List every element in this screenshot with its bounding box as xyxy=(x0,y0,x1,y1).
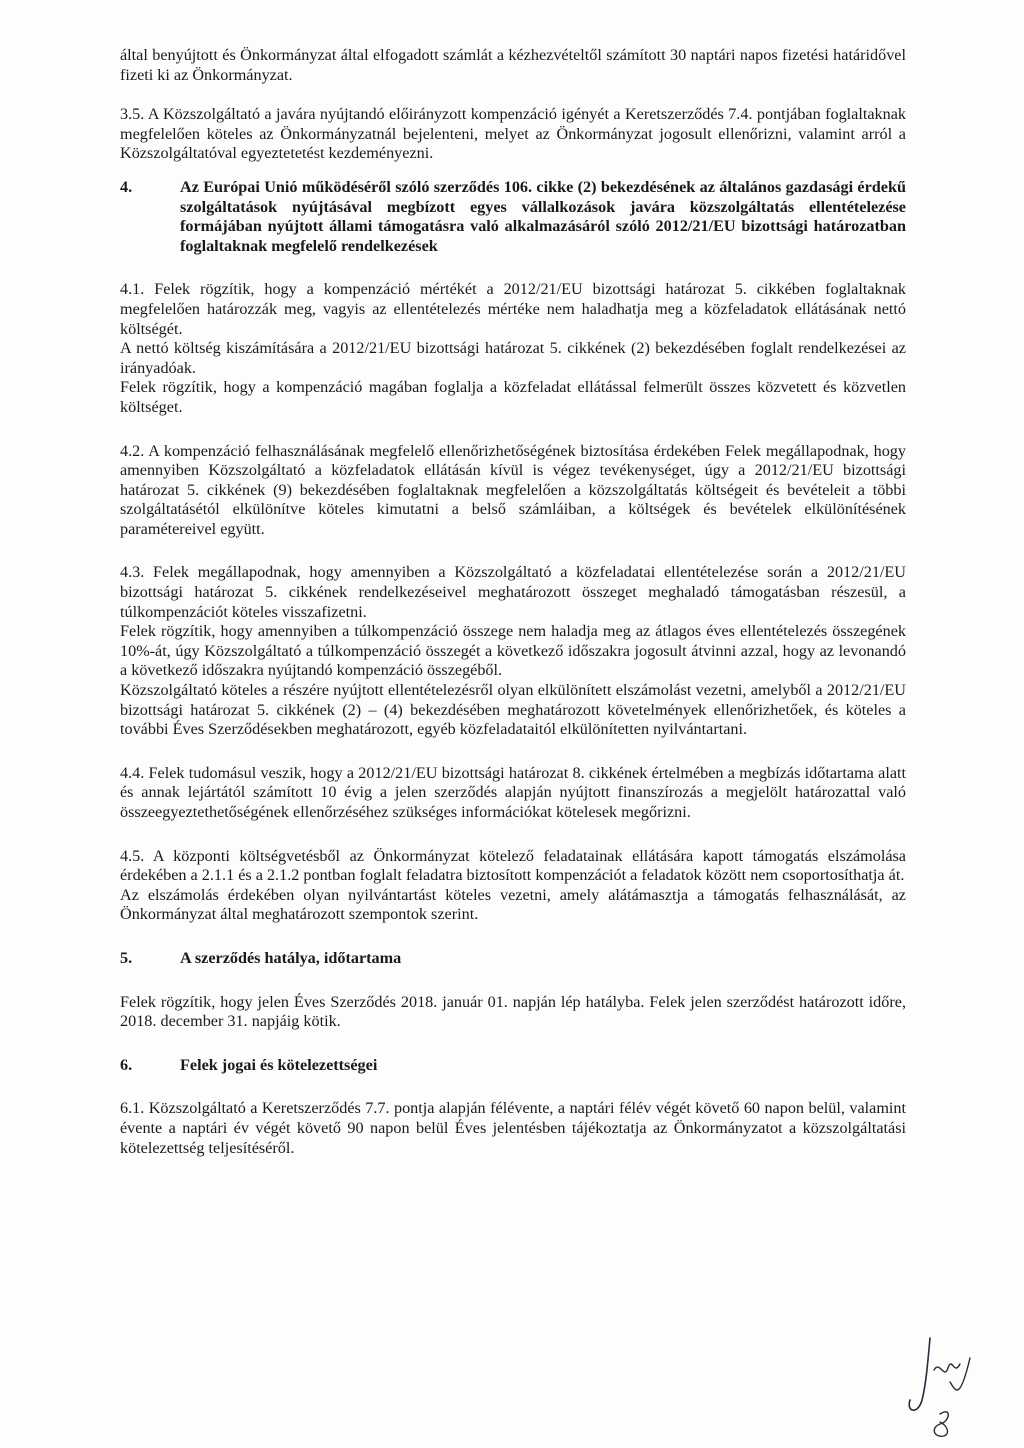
section-6-number: 6. xyxy=(120,1055,133,1074)
section-5-heading xyxy=(120,949,906,969)
paragraph-4-1-a: 4.1. Felek rögzítik, hogy a kompenzáció mértékét a 2012/21/EU bizottsági határozat 5. cikkében foglaltaknak megfelelően határozzák meg, vagyis az ellentételezés mértéke nem haladhatja meg a közfeladatok ellátásának nettó költségét. xyxy=(120,280,906,338)
paragraph-4-5-b: Az elszámolás érdekében olyan nyilvántartást köteles vezetni, amely alátámasztja a támogatás felhasználását, az Önkormányzat által meghatározott szempontok szerint. xyxy=(120,885,906,924)
paragraph-4-1-c: Felek rögzítik, hogy a kompenzáció magában foglalja a közfeladat ellátással felmerült összes közvetett és közvetlen költséget. xyxy=(120,378,906,416)
section-6-title: Felek jogai és kötelezettségei xyxy=(180,1055,378,1074)
section-4-heading xyxy=(120,178,906,256)
paragraph-5: Felek rögzítik, hogy jelen Éves Szerződés 2018. január 01. napján lép hatályba. Felek jelen szerződést határozott időre, 2018. december 31. napjáig kötik. xyxy=(120,992,906,1031)
document-body xyxy=(120,46,906,1158)
paragraph-4-5-a: 4.5. A központi költségvetésből az Önkormányzat kötelező feladatainak ellátására kapott támogatás elszámolása érdekében a 2.1.1 és a 2.1.2 pontban foglalt feladatra biztosított kompenzációt a feladatok között nem csoportosíthatja át. xyxy=(120,846,906,885)
section-4-number: 4. xyxy=(120,177,133,196)
section-5-title: A szerződés hatálya, időtartama xyxy=(180,948,402,967)
paragraph-4-3-c: Közszolgáltató köteles a részére nyújtott ellentételezésről olyan elkülönített elszámolást vezetni, amelyből a 2012/21/EU bizottsági határozat 5. cikkének (2) – (4) bekezdésében meghatározott követelmények ellenőrizhetőek, és köteles a további Éves Szerződésekben meghatározott, egyéb közfeladataitól elkülönítetten nyilvántartani. xyxy=(120,681,906,739)
section-5-number: 5. xyxy=(120,948,133,967)
paragraph-6-1: 6.1. Közszolgáltató a Keretszerződés 7.7. pontja alapján félévente, a naptári félév végét követő 60 napon belül, valamint évente a naptári év végét követő 90 napon belül Éves jelentésben tájékoztatja az Önkormányzatot a közszolgáltatási kötelezettség teljesítéséről. xyxy=(120,1099,906,1157)
paragraph-4-1-b: A nettó költség kiszámítására a 2012/21/EU bizottsági határozat 5. cikkének (2) bekezdésében foglalt rendelkezései az irányadóak. xyxy=(120,339,906,377)
signature-initials-icon xyxy=(900,1330,980,1440)
paragraph-4-3-b: Felek rögzítik, hogy amennyiben a túlkompenzáció összege nem haladja meg az átlagos éves ellentételezés összegének 10%-át, úgy Közszolgáltató a túlkompenzáció összegét a következő időszakra jogosult átvinni azzal, hogy az levonandó a következő időszakra nyújtandó kompenzáció összegéből. xyxy=(120,622,906,680)
section-4-title: Az Európai Unió működéséről szóló szerződés 106. cikke (2) bekezdésének az általános gazdasági érdekű szolgáltatások nyújtásával megbízott egyes vállalkozások javára közszolgáltatás ellentételezése formájában nyújtott állami támogatásra való alkalmazásáról szóló 2012/21/EU bizottsági határozatban foglaltaknak megfelelő rendelkezések xyxy=(180,177,906,255)
paragraph-intro: által benyújtott és Önkormányzat által elfogadott számlát a kézhezvételtől számított 30 naptári napos fizetési határidővel fizeti ki az Önkormányzat. xyxy=(120,46,906,84)
paragraph-3-5: 3.5. A Közszolgáltató a javára nyújtandó előirányzott kompenzáció igényét a Keretszerződés 7.4. pontjában foglaltaknak megfelelően köteles az Önkormányzatnál bejelenteni, melyet az Önkormányzat jogosult ellenőrizni, valamint arról a Közszolgáltatóval egyeztetetést kezdeményezni. xyxy=(120,105,906,163)
section-6-heading xyxy=(120,1056,906,1076)
paragraph-4-3-a: 4.3. Felek megállapodnak, hogy amennyiben a Közszolgáltató a közfeladatai ellentételezése során a 2012/21/EU bizottsági határozat 5. cikkének rendelkezéseivel meghatározott összeget meghaladó támogatásban részesül, a túlkompenzációt köteles visszafizetni. xyxy=(120,563,906,621)
paragraph-4-2: 4.2. A kompenzáció felhasználásának megfelelő ellenőrizhetőségének biztosítása érdekében Felek megállapodnak, hogy amennyiben Közszolgáltató a közfeladatok ellátásán kívül is végez tevékenységet, úgy a 2012/21/EU bizottsági határozat 5. cikkének (9) bekezdésében foglaltaknak megfelelően a közszolgáltatás költségeit és bevételeit a többi szolgáltatásétól elkülönítve köteles kimutatni a belső számláiban, a költségek és bevételek elkülönítésének paramétereivel együtt. xyxy=(120,441,906,538)
paragraph-4-4: 4.4. Felek tudomásul veszik, hogy a 2012/21/EU bizottsági határozat 8. cikkének értelmében a megbízás időtartama alatt és annak lejártától számított 10 évig a jelen szerződés alapján nyújtott finanszírozás a megjelölt határozattal való összeegyeztethetőségének ellenőrzéséhez szükséges információkat kötelesek megőrizni. xyxy=(120,763,906,821)
